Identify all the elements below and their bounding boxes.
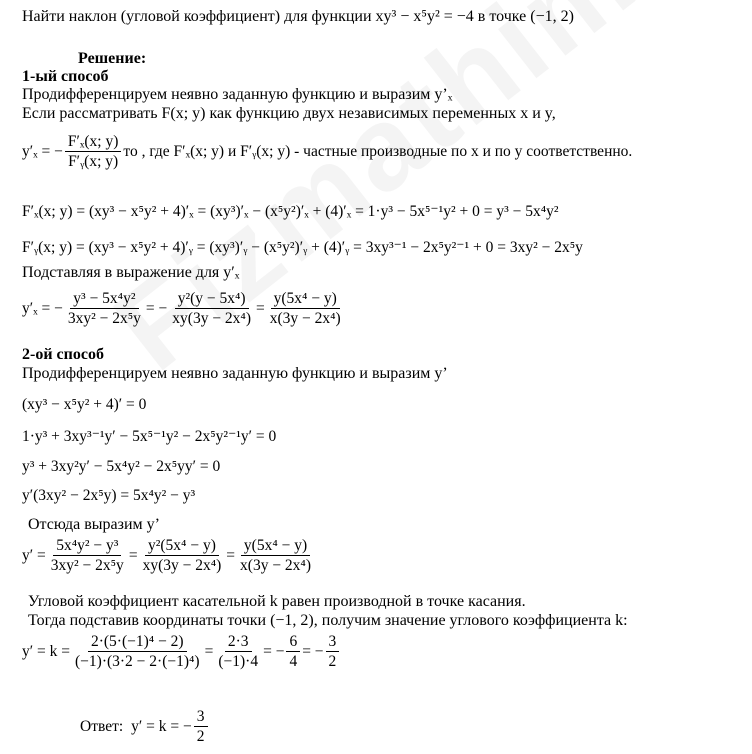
res-num-3: y(5x⁴ − y) (271, 290, 340, 309)
res-fraction-1 (65, 290, 144, 327)
k-den-3: 4 (289, 653, 298, 670)
res-num-2: y²(y − 5x⁴) (175, 290, 249, 309)
k-num-2: 2·3 (225, 633, 252, 652)
k-den-2: (−1)·4 (218, 653, 259, 670)
k-eq-1: = (204, 642, 214, 660)
m2-res-num-2: y²(5x⁴ − y) (145, 537, 219, 556)
method1-intro: Продифференцируем неявно заданную функцию и выразим y’ₓ (22, 86, 453, 103)
res-lhs: y′ₓ = − (22, 299, 63, 317)
k-lhs: y′ = k = (22, 642, 70, 660)
k-num-1: 2·(5·(−1)⁴ − 2) (88, 633, 187, 652)
k-computation (22, 633, 341, 670)
res-den-3: x(3y − 2x⁴) (269, 310, 341, 327)
solution-heading: Решение: (78, 50, 147, 67)
answer-den: 2 (196, 728, 205, 745)
partial-fy: F′ᵧ(x; y) = (xy³ − x⁵y² + 4)′ᵧ = (xy³)′ᵧ − (x⁵y²)′ᵧ + (4)′ᵧ = 3xy³⁻¹ − 2x⁵y²⁻¹ + 0 = 3xy² − 2x⁵y (22, 239, 583, 256)
answer (80, 708, 210, 745)
method2-result (22, 537, 316, 574)
method2-eq2: 1·y³ + 3xy³⁻¹y′ − 5x⁵⁻¹y² − 2x⁵y²⁻¹y′ = 0 (22, 428, 277, 445)
answer-label: Ответ: (80, 717, 124, 735)
method2-intro: Продифференцируем неявно заданную функцию и выразим y’ (22, 365, 448, 382)
method2-eq4: y′(3xy² − 2x⁵y) = 5x⁴y² − y³ (22, 487, 196, 504)
k-fraction-4 (326, 633, 340, 670)
res-eq-1: = − (145, 299, 168, 317)
partial-fx: F′ₓ(x; y) = (xy³ − x⁵y² + 4)′ₓ = (xy³)′ₓ − (x⁵y²)′ₓ + (4)′ₓ = 1·y³ − 5x⁵⁻¹y² + 0 = y³ − 5x⁴y² (22, 203, 559, 220)
answer-num: 3 (194, 708, 208, 727)
m2-res-den-1: 3xy² − 2x⁵y (50, 557, 124, 574)
m2-res-num-3: y(5x⁴ − y) (241, 537, 310, 556)
res-fraction-3 (267, 290, 344, 327)
m2-res-fraction-3 (237, 537, 314, 574)
method1-title: 1-ый способ (22, 68, 109, 85)
m2-res-den-3: x(3y − 2x⁴) (240, 557, 311, 574)
k-num-4: 3 (326, 633, 340, 652)
slope-statement: Угловой коэффициент касательной k равен производной в точке касания. (28, 593, 526, 610)
m2-res-fraction-2 (140, 537, 225, 574)
k-fraction-2 (215, 633, 261, 670)
k-eq-2: = − (263, 642, 285, 660)
m2-res-den-2: xy(3y − 2x⁴) (142, 557, 222, 574)
problem-statement: Найти наклон (угловой коэффициент) для функции xy³ − x⁵y² = −4 в точке (−1, 2) (22, 8, 574, 25)
res-fraction-2 (169, 290, 254, 327)
res-den-1: 3xy² − 2x⁵y (67, 310, 141, 327)
res-eq-2: = (256, 299, 265, 317)
answer-fraction (194, 708, 208, 745)
k-fraction-1 (72, 633, 203, 670)
k-den-1: (−1)·(3·2 − 2·(−1)⁴) (75, 653, 200, 670)
watermark (90, 0, 752, 397)
substitution-statement: Тогда подставив координаты точки (−1, 2), получим значение углового коэффициента k: (28, 612, 628, 629)
formula-denominator: F′ᵧ(x; y) (68, 153, 119, 170)
method2-eq3: y³ + 3xy²y′ − 5x⁴y² − 2x⁵yy′ = 0 (22, 458, 221, 475)
k-fraction-3 (286, 633, 300, 670)
m2-res-eq-1: = (128, 546, 138, 564)
m2-res-lhs: y′ = (22, 546, 46, 564)
formula-explanation: то , где F′ₓ(x; y) и F′ᵧ(x; y) - частные производные по x и по y соответственно. (123, 142, 633, 160)
k-den-4: 2 (328, 653, 337, 670)
res-den-2: xy(3y − 2x⁴) (172, 310, 251, 327)
m2-res-eq-2: = (226, 546, 236, 564)
method2-title: 2-ой способ (22, 346, 104, 363)
formula-numerator: F′ₓ(x; y) (65, 133, 122, 152)
method1-formula (22, 133, 632, 170)
method1-assumption: Если рассматривать F(x; y) как функцию двух независимых переменных x и y, (22, 105, 556, 122)
formula-lhs: y′ₓ = − (22, 142, 63, 160)
formula-fraction (65, 133, 122, 170)
m2-res-fraction-1 (48, 537, 127, 574)
method1-substitute: Подставляя в выражение для y′ₓ (22, 264, 240, 281)
k-num-3: 6 (286, 633, 300, 652)
answer-lhs: y′ = k = − (131, 717, 192, 735)
method2-express: Отсюда выразим y’ (28, 516, 160, 533)
method2-eq1: (xy³ − x⁵y² + 4)′ = 0 (22, 396, 147, 413)
m2-res-num-1: 5x⁴y² − y³ (53, 537, 121, 556)
res-num-1: y³ − 5x⁴y² (70, 290, 138, 309)
k-eq-3: = − (302, 642, 324, 660)
method1-result (22, 290, 346, 327)
